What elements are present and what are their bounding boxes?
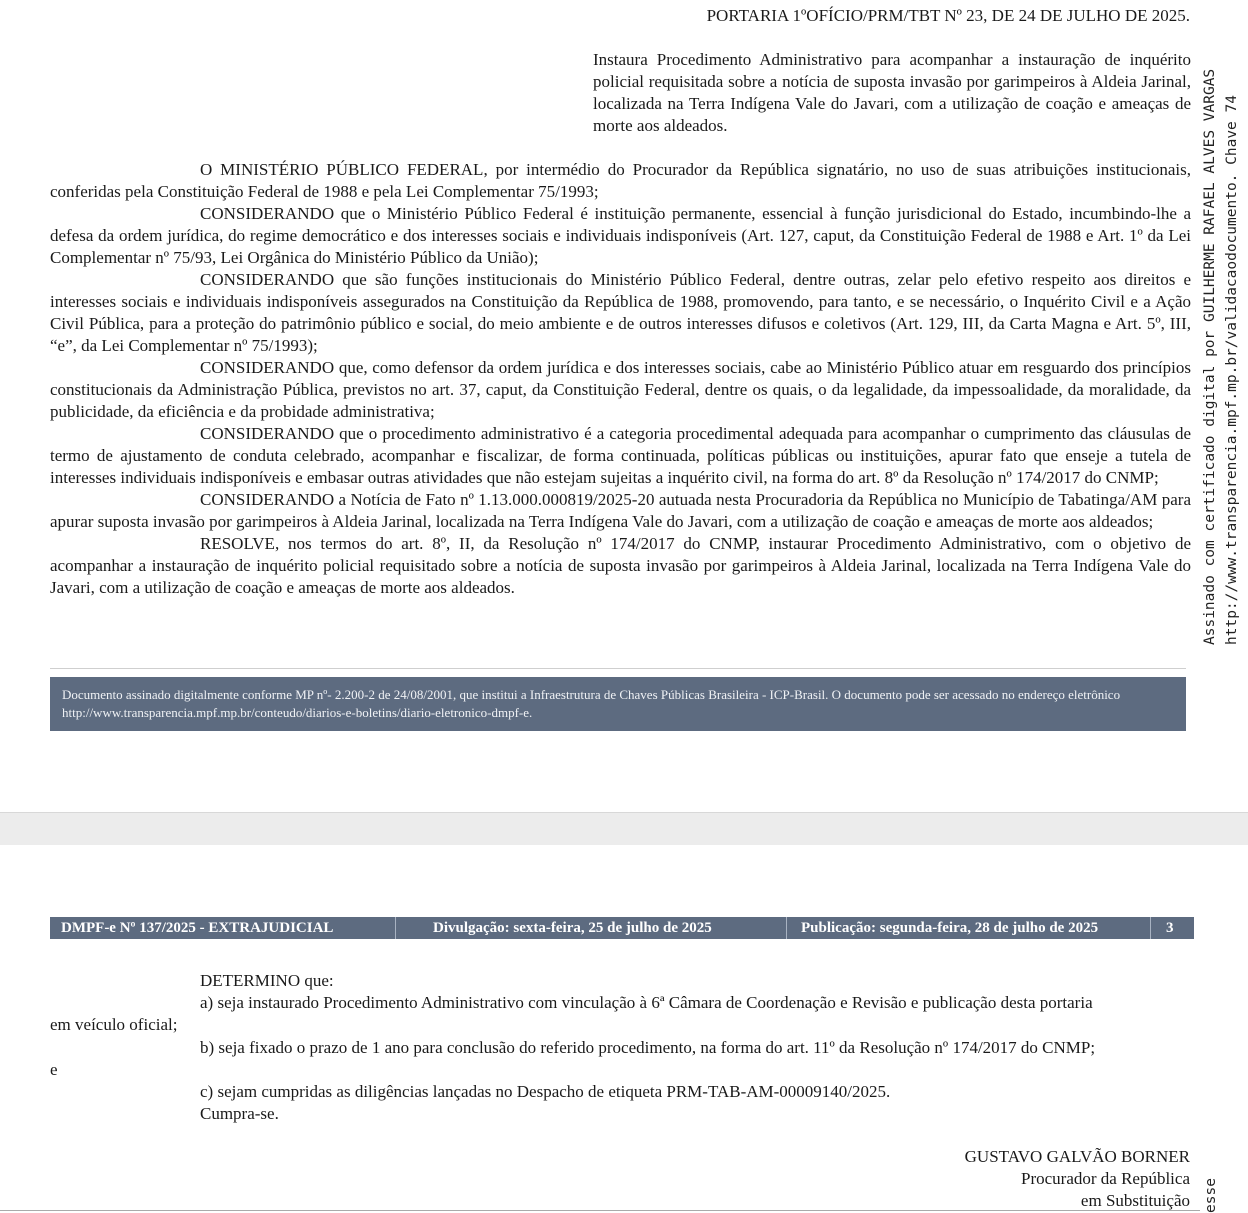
portaria-ementa: Instaura Procedimento Administrativo para acompanhar a instauração de inquérito policial requisitada sobre a notícia de suposta invasão por garimpeiros à Aldeia Jarinal, localizada na Terra Indígena Vale do Javari, com a utilização de coação e ameaças de morte aos aldeados.: [593, 50, 1191, 135]
bottom-divider: [0, 1210, 1200, 1211]
side-certificate-text: [1199, 5, 1247, 645]
side-certificate-line-2: http://www.transparencia.mpf.mp.br/validacaodocumento. Chave 74: [1224, 95, 1240, 645]
page-gap: [0, 812, 1248, 846]
determino-item-c: c) sejam cumpridas as diligências lançadas no Despacho de etiqueta PRM-TAB-AM-00009140/2025.: [200, 1082, 891, 1101]
side-certificate-line-1: Assinado com certificado digital por GUILHERME RAFAEL ALVES VARGAS: [1202, 68, 1218, 645]
header-divider: [395, 917, 396, 939]
paragraph-resolve: RESOLVE, nos termos do art. 8º, II, da Resolução nº 174/2017 do CNMP, instaurar Procedimento Administrativo, com o objetivo de acompanhar a instauração de inquérito policial requisitado sobre a notícia de suposta invasão por garimpeiros à Aldeia Jarinal, localizada na Terra Indígena Vale do Javari, com a utilização de coação e ameaças de morte aos aldeados.: [50, 534, 1191, 597]
paragraph-considerando-2: CONSIDERANDO que são funções institucionais do Ministério Público Federal, dentre outras, zelar pelo efetivo respeito aos direitos e interesses sociais e individuais indisponíveis assegurados na Constituição da República de 1988, promovendo, para tanto, e se necessário, o Inquérito Civil e a Ação Civil Pública, para a proteção do patrimônio público e social, do meio ambiente e de outros interesses difusos e coletivos (Art. 129, III, da Carta Magna e Art. 5º, III, “e”, da Lei Complementar nº 75/1993);: [50, 270, 1191, 355]
determino-intro: DETERMINO que:: [200, 971, 334, 990]
side-certificate-text-bottom: esse: [1203, 1178, 1219, 1213]
paragraph-preamble: O MINISTÉRIO PÚBLICO FEDERAL, por intermédio do Procurador da República signatário, no uso de suas atribuições institucionais, conferidas pela Constituição Federal de 1988 e pela Lei Complementar 75/1993;: [50, 160, 1191, 201]
paragraph-considerando-4: CONSIDERANDO que o procedimento administrativo é a categoria procedimental adequada para acompanhar o cumprimento das cláusulas de termo de ajustamento de conduta celebrado, acompanhar e fiscalizar, de forma continuada, políticas públicas ou instituições, apurar fato que enseje a tutela de interesses individuais indisponíveis e embasar outras atividades que não estejam sujeitas a inquérito civil, na forma do art. 8º da Resolução nº 174/2017 do CNMP;: [50, 424, 1191, 487]
signer-name: GUSTAVO GALVÃO BORNER: [964, 1147, 1190, 1166]
determino-item-b: b) seja fixado o prazo de 1 ano para conclusão do referido procedimento, na forma do art. 11º da Resolução nº 174/2017 do CNMP;: [200, 1038, 1096, 1057]
header-divider: [1150, 917, 1151, 939]
determino-item-a-cont: em veículo oficial;: [50, 1015, 178, 1034]
determino-item-b-cont: e: [50, 1060, 58, 1079]
paragraph-considerando-1: CONSIDERANDO que o Ministério Público Federal é instituição permanente, essencial à função jurisdicional do Estado, incumbindo-lhe a defesa da ordem jurídica, do regime democrático e dos interesses sociais e individuais indisponíveis (Art. 127, caput, da Constituição Federal de 1988 e Art. 1º da Lei Complementar nº 75/93, Lei Orgânica do Ministério Público da União);: [50, 204, 1191, 267]
digital-signature-notice: Documento assinado digitalmente conforme MP nº- 2.200-2 de 24/08/2001, que institui a Infraestrutura de Chaves Públicas Brasileira - ICP-Brasil. O documento pode ser acessado no endereço eletrônico http://www.transparencia.mpf.mp.br/conteudo/diarios-e-boletins/diario-eletronico-dmpf-e.: [50, 677, 1186, 731]
determino-item-a: a) seja instaurado Procedimento Administrativo com vinculação à 6ª Câmara de Coordenação e Revisão e publicação desta portaria: [200, 993, 1093, 1012]
signer-role-2: em Substituição: [1080, 1191, 1190, 1210]
paragraph-considerando-5: CONSIDERANDO a Notícia de Fato nº 1.13.000.000819/2025-20 autuada nesta Procuradoria da República no Município de Tabatinga/AM para apurar suposta invasão por garimpeiros à Aldeia Jarinal, localizada na Terra Indígena Vale do Javari, com a utilização de coação e ameaças de morte aos aldeados;: [50, 490, 1191, 531]
signer-role: Procurador da República: [1021, 1169, 1190, 1188]
page-number: 3: [1166, 920, 1174, 936]
page-header-bar: [50, 917, 1194, 939]
header-divider: [786, 917, 787, 939]
divulgacao-label: Divulgação: sexta-feira, 25 de julho de 2025: [433, 920, 712, 936]
paragraph-considerando-3: CONSIDERANDO que, como defensor da ordem jurídica e dos interesses sociais, cabe ao Ministério Público atuar em resguardo dos princípios constitucionais da Administração Pública, previstos no art. 37, caput, da Constituição Federal, dentre os quais, o da legalidade, da impessoalidade, da moralidade, da publicidade, da eficiência e da probidade administrativa;: [50, 358, 1191, 421]
portaria-body: [50, 159, 1191, 599]
edition-label: DMPF-e Nº 137/2025 - EXTRAJUDICIAL: [61, 920, 334, 936]
publicacao-label: Publicação: segunda-feira, 28 de julho de 2025: [801, 920, 1099, 936]
divider: [50, 668, 1186, 669]
cumpra-se: Cumpra-se.: [200, 1104, 279, 1123]
portaria-title: PORTARIA 1ºOFÍCIO/PRM/TBT Nº 23, DE 24 DE JULHO DE 2025.: [706, 6, 1190, 25]
